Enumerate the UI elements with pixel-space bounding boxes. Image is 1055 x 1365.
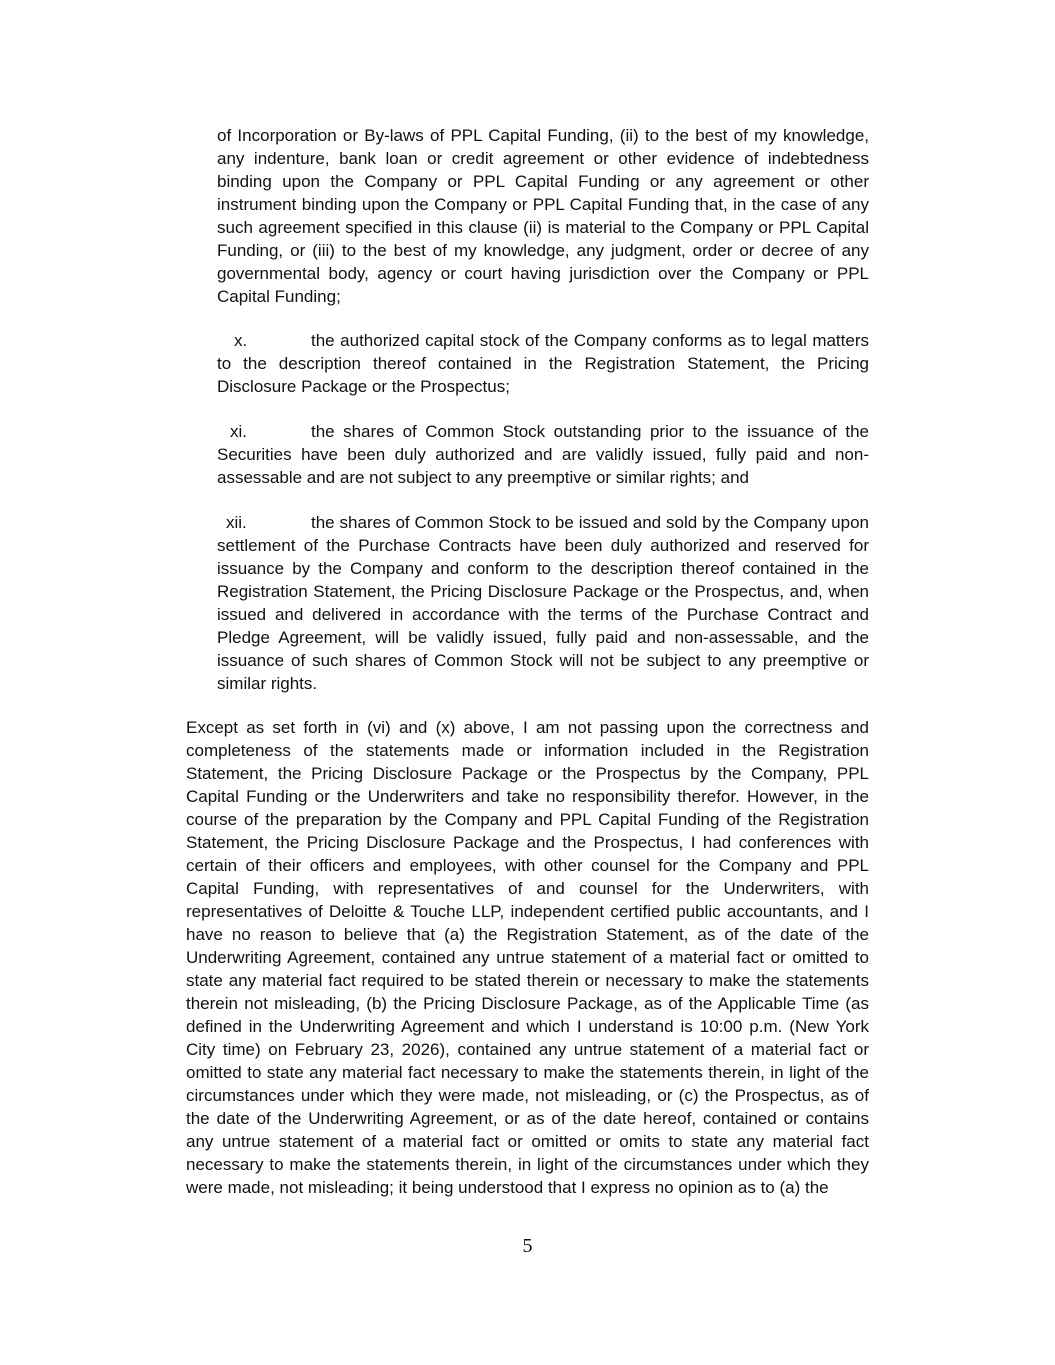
list-item-x [217, 329, 869, 398]
list-item-numeral: x. [234, 331, 248, 350]
list-item-text: the authorized capital stock of the Company conforms as to legal matters to the description thereof contained in the Registration Statement, the Pricing Disclosure Package or the Prospectus; [217, 331, 869, 396]
list-item-numeral: xi. [230, 422, 247, 441]
continuation-paragraph: of Incorporation or By-laws of PPL Capital Funding, (ii) to the best of my knowledge, any indenture, bank loan or credit agreement or other evidence of indebtedness binding upon the Company or PPL Capital Funding or any agreement or other instrument binding upon the Company or PPL Capital Funding that, in the case of any such agreement specified in this clause (ii) is material to the Company or PPL Capital Funding, or (iii) to the best of my knowledge, any judgment, order or decree of any governmental body, agency or court having jurisdiction over the Company or PPL Capital Funding; [217, 126, 869, 306]
list-item-text: the shares of Common Stock to be issued and sold by the Company upon settlement of the Purchase Contracts have been duly authorized and reserved for issuance by the Company and conform to the description thereof contained in the Registration Statement, the Pricing Disclosure Package or the Prospectus, and, when issued and delivered in accordance with the terms of the Purchase Contract and Pledge Agreement, will be validly issued, fully paid and non-assessable, and the issuance of such shares of Common Stock will not be subject to any preemptive or similar rights. [217, 513, 869, 693]
closing-paragraph: Except as set forth in (vi) and (x) above, I am not passing upon the correctness and completeness of the statements made or information included in the Registration Statement, the Pricing Disclosure Package or the Prospectus by the Company, PPL Capital Funding or the Underwriters and take no responsibility therefor. However, in the course of the preparation by the Company and PPL Capital Funding of the Registration Statement, the Pricing Disclosure Package and the Prospectus, I had conferences with certain of their officers and employees, with other counsel for the Company and PPL Capital Funding, with representatives of and counsel for the Underwriters, with representatives of Deloitte & Touche LLP, independent certified public accountants, and I have no reason to believe that (a) the Registration Statement, as of the date of the Underwriting Agreement, contained any untrue statement of a material fact or omitted to state any material fact required to be stated therein or necessary to make the statements therein not misleading, (b) the Pricing Disclosure Package, as of the Applicable Time (as defined in the Underwriting Agreement and which I understand is 10:00 p.m. (New York City time) on February 23, 2026), contained any untrue statement of a material fact or omitted to state any material fact necessary to make the statements therein, in light of the circumstances under which they were made, not misleading, or (c) the Prospectus, as of the date of the Underwriting Agreement, or as of the date hereof, contained or contains any untrue statement of a material fact or omitted or omits to state any material fact necessary to make the statements therein, in light of the circumstances under which they were made, not misleading; it being understood that I express no opinion as to (a) the [186, 718, 869, 1197]
list-item-numeral: xii. [226, 513, 247, 532]
list-item-xii [217, 511, 869, 695]
list-item-text: the shares of Common Stock outstanding prior to the issuance of the Securities have been duly authorized and are validly issued, fully paid and non-assessable and are not subject to any preemptive or similar rights; and [217, 422, 869, 487]
page-number: 5 [522, 1235, 533, 1257]
list-item-xi [217, 420, 869, 489]
